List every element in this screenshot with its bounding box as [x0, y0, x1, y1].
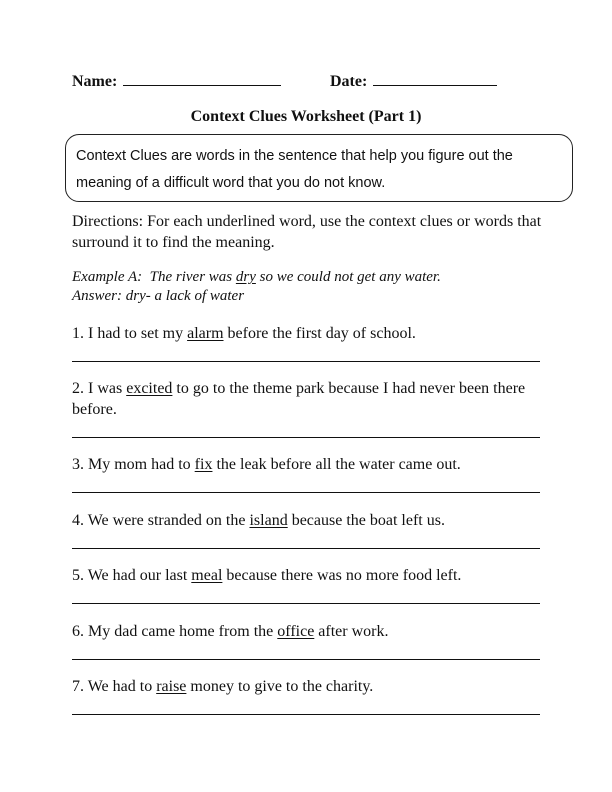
question-word: alarm: [187, 325, 224, 342]
question-num: 3.: [72, 456, 84, 473]
example: [72, 268, 441, 306]
answer-line-1[interactable]: [72, 361, 540, 362]
question-post: because there was no more food left.: [226, 567, 462, 584]
answer-line-3[interactable]: [72, 492, 540, 493]
question-post: after work.: [318, 623, 389, 640]
question-5: [72, 565, 552, 586]
question-pre: We were stranded on the: [87, 512, 246, 529]
example-word: dry: [235, 269, 256, 285]
question-4: [72, 510, 552, 531]
question-word: fix: [194, 456, 213, 473]
question-pre: We had to: [87, 678, 153, 695]
question-word: island: [249, 512, 288, 529]
question-pre: My mom had to: [88, 456, 191, 473]
question-pre: I had to set my: [88, 325, 184, 342]
question-num: 4.: [72, 512, 84, 529]
question-post: the leak before all the water came out.: [216, 456, 461, 473]
question-pre: We had our last: [87, 567, 188, 584]
question-2: [72, 378, 552, 420]
question-1: [72, 323, 552, 344]
date-field[interactable]: [373, 84, 497, 86]
question-num: 1.: [72, 325, 84, 342]
name-field[interactable]: [123, 84, 281, 86]
question-post: money to give to the charity.: [190, 678, 374, 695]
question-num: 7.: [72, 678, 84, 695]
directions: Directions: For each underlined word, use the context clues or words that surround it to find the meaning.: [72, 213, 542, 251]
question-num: 2.: [72, 380, 84, 397]
question-7: [72, 676, 552, 697]
answer-line-2[interactable]: [72, 437, 540, 438]
question-pre: I was: [88, 380, 123, 397]
answer-line-7[interactable]: [72, 714, 540, 715]
question-word: meal: [191, 567, 223, 584]
question-word: raise: [156, 678, 187, 695]
question-word: excited: [126, 380, 173, 397]
question-post: to go to the theme park because I had never been there before.: [72, 380, 526, 418]
question-num: 6.: [72, 623, 84, 640]
header: [72, 73, 368, 91]
answer-line-4[interactable]: [72, 548, 540, 549]
example-answer: Answer: dry- a lack of water: [72, 288, 245, 304]
question-post: because the boat left us.: [291, 512, 445, 529]
answer-line-6[interactable]: [72, 659, 540, 660]
name-label: Name:: [72, 73, 118, 90]
date-label: Date:: [330, 73, 368, 90]
example-post: so we could not get any water.: [259, 269, 441, 285]
worksheet-title: Context Clues Worksheet (Part 1): [190, 108, 422, 125]
question-word: office: [277, 623, 315, 640]
question-6: [72, 621, 552, 642]
question-num: 5.: [72, 567, 84, 584]
definition-box: Context Clues are words in the sentence that help you figure out the meaning of a difficult word that you do not know.: [65, 134, 573, 202]
answer-line-5[interactable]: [72, 603, 540, 604]
example-sentence: [72, 268, 441, 287]
question-post: before the first day of school.: [227, 325, 416, 342]
question-3: [72, 454, 552, 475]
example-label: Example A:: [72, 269, 143, 285]
question-pre: My dad came home from the: [88, 623, 274, 640]
example-pre: The river was: [149, 269, 233, 285]
